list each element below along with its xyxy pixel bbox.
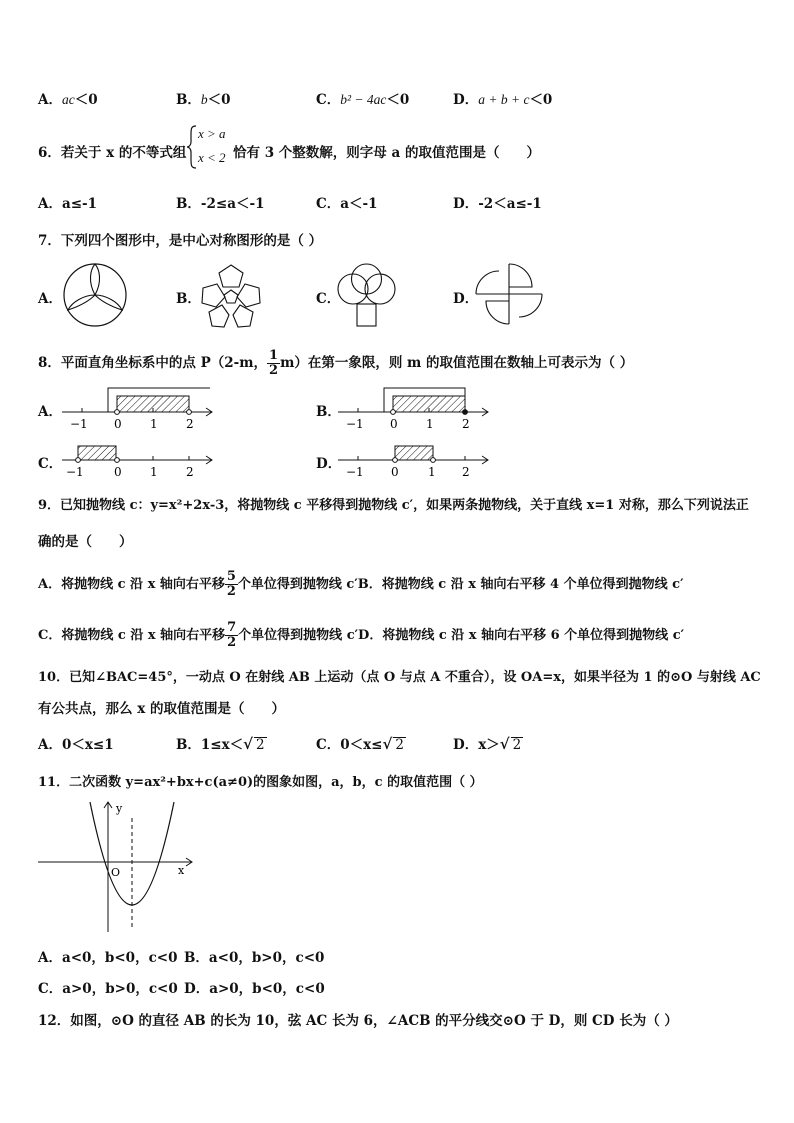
q6-stem-pre: 6．若关于 x 的不等式组 xyxy=(38,145,187,161)
q6-option-d: D．-2＜a≤-1 xyxy=(453,196,542,212)
q8-b-tick-neg1: −1 xyxy=(346,417,364,431)
q8-c-tick-2: 2 xyxy=(186,465,194,479)
q8-c-tick-1: 1 xyxy=(150,465,158,479)
q9-option-c-d xyxy=(38,621,684,650)
q8-a-tick-0: 0 xyxy=(114,417,122,431)
q5-b-rel: ＜0 xyxy=(207,92,231,108)
q5-a-rel: ＜0 xyxy=(74,92,98,108)
q8-d-tick-neg1: −1 xyxy=(346,465,364,479)
q9-c-fraction xyxy=(225,621,238,650)
q10-line1: 10．已知∠BAC=45°，一动点 O 在射线 AB 上运动（点 O 与点 A 不重合），设 OA=x，如果半径为 1 的⊙O 与射线 AC xyxy=(38,670,761,685)
q8-numberline-c xyxy=(62,436,222,484)
q8-c-tick-neg1: −1 xyxy=(66,465,84,479)
q8-d-tick-1: 1 xyxy=(428,465,436,479)
q5-c-letter: C． xyxy=(316,92,341,108)
q5-d-letter: D． xyxy=(453,92,479,108)
q8-b-tick-1: 1 xyxy=(426,417,434,431)
q9-a-frac-den: 2 xyxy=(226,584,236,599)
q8-numberline-b xyxy=(338,384,498,432)
q9-option-a-b xyxy=(38,570,684,599)
q7-option-a-label: A． xyxy=(38,291,62,307)
q8-d-tick-0: 0 xyxy=(391,465,399,479)
q8-stem-post: m）在第一象限，则 m 的取值范围在数轴上可表示为（ ） xyxy=(280,355,634,371)
q6-brace xyxy=(186,125,198,169)
q5-option-a xyxy=(38,88,98,108)
q5-a-letter: A． xyxy=(38,92,62,108)
q9-a-fraction xyxy=(225,570,238,599)
q9-c-frac-den: 2 xyxy=(227,635,237,650)
q9-c-pre: C．将抛物线 c 沿 x 轴向右平移 xyxy=(38,628,226,643)
q5-d-expr: a + b + c xyxy=(478,92,530,107)
q11-axis-y-label: y xyxy=(116,802,123,815)
q8-option-c-label: C． xyxy=(38,456,63,472)
q8-a-tick-2: 2 xyxy=(186,417,194,431)
q8-stem xyxy=(38,349,633,378)
q5-c-rel: ＜0 xyxy=(386,92,410,108)
q6-option-b: B．-2≤a＜-1 xyxy=(176,196,265,212)
q10-option-a: A．0＜x≤1 xyxy=(38,737,114,753)
q8-numberline-a xyxy=(62,384,222,432)
q9-c-frac-num: 7 xyxy=(227,620,237,635)
q10-c-text: C．0＜x≤ xyxy=(316,737,383,753)
q11-stem: 11．二次函数 y=ax²+bx+c(a≠0)的图象如图，a，b，c 的取值范围（ ） xyxy=(38,775,483,790)
q10-d-sqrt: 2 xyxy=(512,737,522,753)
q5-d-rel: ＜0 xyxy=(529,92,553,108)
q10-b-text: B．1≤x＜ xyxy=(176,737,244,753)
q8-d-tick-2: 2 xyxy=(462,465,470,479)
q10-line2: 有公共点，那么 x 的取值范围是（ ） xyxy=(38,701,285,717)
q7-figure-d-pinwheel xyxy=(476,264,542,326)
q9-a-pre: A．将抛物线 c 沿 x 轴向右平移 xyxy=(38,577,225,592)
q5-a-expr: ac xyxy=(61,92,75,107)
q11-option-a: A．a<0，b<0，c<0 xyxy=(38,950,178,966)
q11-axis-x-label: x xyxy=(178,864,185,877)
q10-option-b: B．1≤x＜√ 2 xyxy=(176,735,265,753)
q10-d-text: D．x＞ xyxy=(453,737,500,753)
q10-b-sqrt: 2 xyxy=(256,737,265,753)
q11-origin-label: O xyxy=(111,866,121,879)
q5-b-letter: B． xyxy=(176,92,201,108)
q12-stem: 12．如图，⊙O 的直径 AB 的长为 10，弦 AC 长为 6，∠ACB 的平分线交⊙O 于 D，则 CD 长为（ ） xyxy=(38,1013,678,1029)
q9-a-post: 个单位得到抛物线 c′B．将抛物线 c 沿 x 轴向右平移 4 个单位得到抛物线 c′ xyxy=(237,577,684,592)
q10-c-sqrt: 2 xyxy=(395,737,404,753)
q8-stem-pre: 8．平面直角坐标系中的点 P（2-m， xyxy=(38,355,268,371)
q9-line1: 9．已知抛物线 c：y=x²+2x-3，将抛物线 c 平移得到抛物线 c′，如果两条抛物线，关于直线 x=1 对称，那么下列说法正 xyxy=(38,498,749,513)
q9-a-frac-num: 5 xyxy=(226,569,236,584)
q6-option-c: C．a＜-1 xyxy=(316,196,378,212)
q11-option-b: B．a<0，b>0，c<0 xyxy=(184,950,325,966)
q7-figure-a-circle-petals xyxy=(62,262,128,328)
q5-option-b xyxy=(176,88,231,108)
q10-option-c: C．0＜x≤√ 2 xyxy=(316,735,404,753)
q8-numberline-d xyxy=(338,436,498,484)
q8-option-a-label: A． xyxy=(38,404,62,420)
q8-option-d-label: D． xyxy=(316,456,342,472)
q6-system-line2: x < 2 xyxy=(198,150,226,165)
q7-option-b-label: B． xyxy=(176,291,201,307)
q7-figure-b-pentagons xyxy=(198,263,264,329)
q8-option-b-label: B． xyxy=(316,404,341,420)
q11-option-d: D．a>0，b<0，c<0 xyxy=(184,981,325,997)
q8-fraction xyxy=(267,349,280,378)
q10-option-d: D．x＞√ 2 xyxy=(453,735,522,753)
q5-option-c xyxy=(316,88,409,108)
q8-a-tick-neg1: −1 xyxy=(70,417,88,431)
q5-c-expr: b² − 4ac xyxy=(340,92,387,107)
q9-c-post: 个单位得到抛物线 c′D．将抛物线 c 沿 x 轴向右平移 6 个单位得到抛物线 c′ xyxy=(238,628,685,643)
q7-figure-c-circles-square xyxy=(336,262,398,328)
q7-stem: 7．下列四个图形中，是中心对称图形的是（ ） xyxy=(38,233,323,249)
q5-option-d xyxy=(453,88,552,108)
q8-a-tick-1: 1 xyxy=(150,417,158,431)
q6-system-line1: x > a xyxy=(198,126,226,141)
q8-frac-num: 1 xyxy=(269,348,279,363)
q5-b-expr: b xyxy=(200,92,208,107)
q8-b-tick-0: 0 xyxy=(390,417,398,431)
q11-parabola-graph xyxy=(38,798,198,936)
q7-option-d-label: D． xyxy=(453,291,479,307)
q6-option-a: A．a≤-1 xyxy=(38,196,98,212)
q6-stem-post: 恰有 3 个整数解，则字母 a 的取值范围是（ ） xyxy=(233,145,540,161)
q8-b-tick-2: 2 xyxy=(462,417,470,431)
q8-frac-den: 2 xyxy=(269,363,279,378)
q8-c-tick-0: 0 xyxy=(114,465,122,479)
q11-option-c: C．a>0，b>0，c<0 xyxy=(38,981,178,997)
q7-option-c-label: C． xyxy=(316,291,341,307)
q9-line2: 确的是（ ） xyxy=(38,534,133,550)
